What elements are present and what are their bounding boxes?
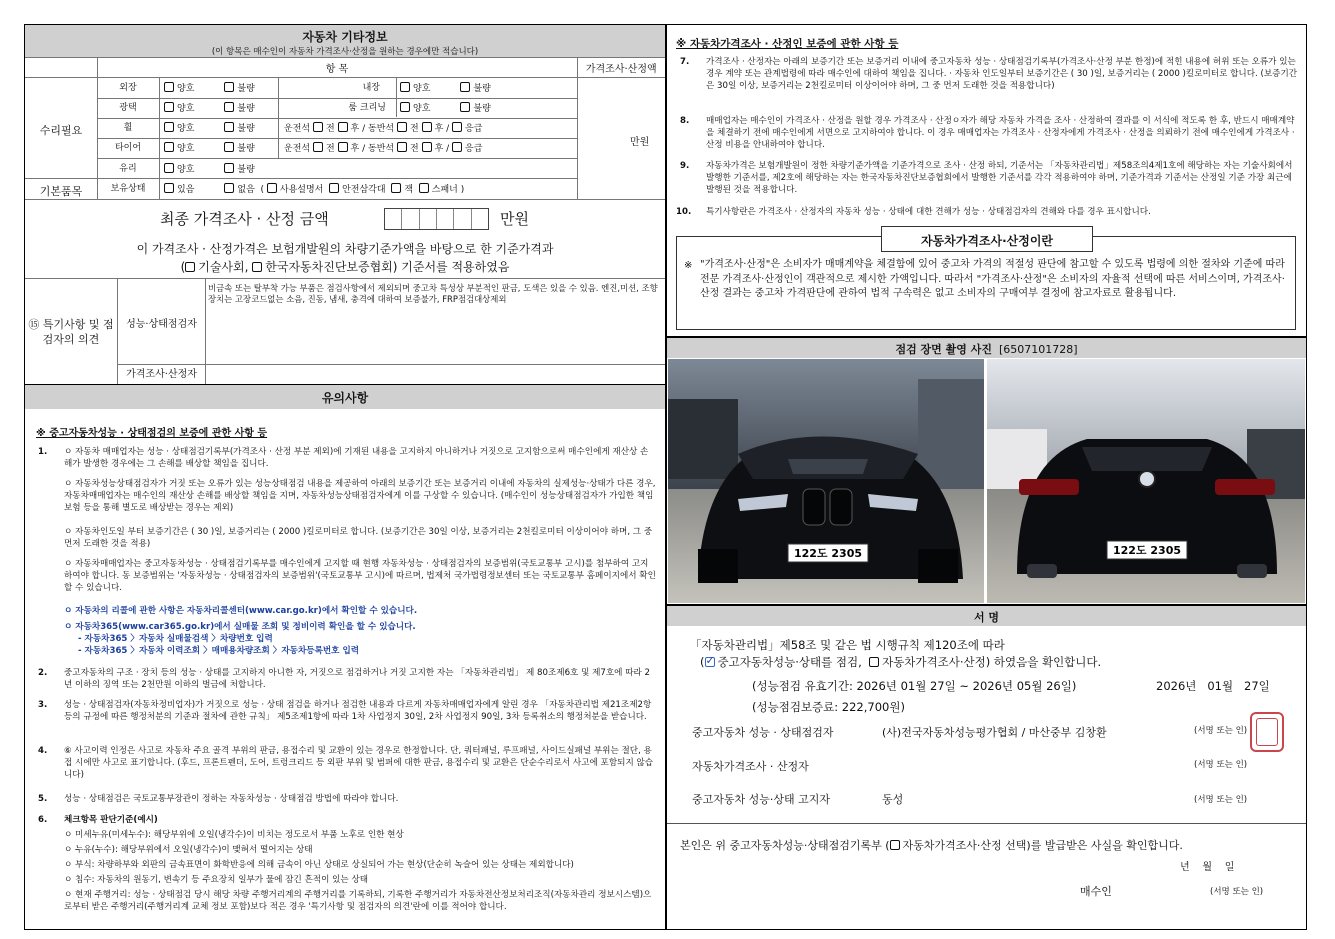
note-num: 10. xyxy=(676,207,692,217)
hline xyxy=(25,77,665,78)
note-num: 7. xyxy=(680,57,690,67)
checkbox[interactable] xyxy=(164,183,174,193)
hline xyxy=(97,138,577,139)
definition-mark: ※ xyxy=(684,260,693,271)
vline xyxy=(205,278,206,384)
definition-text: "가격조사·산정"은 소비자가 매매계약을 체결함에 있어 중고차 가격의 적절성 판단에 참고할 수 있도록 법령에 의한 절차와 기준에 따라 전문 가격조사·산정인이 객관적으로 제시한 가액입니다. 따라서 "가격조사·산정"은 소비자의 자율적 선택에 따른 서비스이며, 가격조사·산정 결과는 중고차 가격판단에 관하여 법적 구속력은 없고 소비자의 구매여부 결정에 참고자료로 활용됩니다. xyxy=(700,259,1285,299)
issue-date: 2026년 01월 27일 xyxy=(1156,679,1270,693)
checkbox[interactable] xyxy=(224,183,234,193)
checkbox[interactable] xyxy=(224,102,234,112)
vline xyxy=(396,77,397,117)
gloss-options: 양호 불량 xyxy=(164,102,255,115)
receipt-date: 년 월 일 xyxy=(1180,862,1235,873)
note-4: ⑥ 사고이력 인정은 사고로 자동차 주요 골격 부위의 판금, 용접수리 및 교환이 있는 경우로 한정합니다. 단, 쿼터패널, 루프패널, 사이드실패널 부위는 절단, 용접 시에만 사고로 표기합니다. (후드, 프론트펜더, 도어, 트렁크리드 등 외판 부위 및 범퍼에 대한 판금, 용접수리 및 교환은 단순수리로서 사고에 포함되지 않습니다) xyxy=(64,746,654,780)
front-car-photo xyxy=(668,359,984,603)
note-1e: ㅇ 자동차의 리콜에 관한 사항은 자동차리콜센터(www.car.go.kr)에서 확인할 수 있습니다. xyxy=(64,606,418,616)
special-label: ⑮ 특기사항 및 점검자의 의견 xyxy=(28,318,114,346)
inspector-name: (사)전국자동차성능평가협회 / 마산중부 김창환 xyxy=(882,726,1107,739)
hline xyxy=(25,178,577,179)
definition-title: 자동차가격조사·산정이란 xyxy=(881,226,1093,252)
checkbox[interactable] xyxy=(267,183,277,193)
checkbox[interactable] xyxy=(460,82,470,92)
note-1f-path1: - 자동차365 〉자동차 실매물검색 〉차량번호 입력 xyxy=(78,634,273,644)
pricer-sign[interactable]: (서명 또는 인) xyxy=(1194,760,1248,770)
notifier-role: 중고자동차 성능·상태 고지자 xyxy=(692,793,831,806)
inspection-checkbox[interactable] xyxy=(705,657,715,667)
room-cleaning-options: 양호 불량 xyxy=(400,102,491,115)
notifier-name: 동성 xyxy=(882,793,904,806)
pricer-label: 가격조사·산정자 xyxy=(126,369,197,380)
note-num: 9. xyxy=(680,161,690,171)
price-warranty-heading: ※ 자동차가격조사 · 산정인 보증에 관한 사항 등 xyxy=(676,38,899,50)
note-8: 매매업자는 매수인이 가격조사 · 산정을 원할 경우 가격조사 · 산정ㅇ자가 해당 자동차 가격을 조사 · 산정하여 결과를 이 서식에 적도록 한 후, 반드시 매매계약을 체결하기 전에 매수인에게 서면으로 고지하여야 합니다. 이 경우 매매업자는 가격조사 · 산정자에게 가격조사 · 산정을 의뢰하기 전에 매수인에게 가격조사 · 산정 비용을 안내하여야 합니다. xyxy=(706,116,1295,150)
note-5: 성능 · 상태점검은 국토교통부장관이 정하는 자동차성능 · 상태점검 방법에 따라야 합니다. xyxy=(64,794,399,804)
note-1f-path2: - 자동차365 〉자동차 이력조회 〉매매용차량조회 〉자동차등록번호 입력 xyxy=(78,646,360,656)
buyer-sign[interactable]: (서명 또는 인) xyxy=(1210,887,1264,897)
checkbox[interactable] xyxy=(391,183,401,193)
row-tire: 타이어 xyxy=(114,143,142,153)
final-price-unit: 만원 xyxy=(500,210,529,228)
note-1f: ㅇ 자동차365(www.car365.go.kr)에서 실매물 조회 및 정비이력 확인을 할 수 있습니다. xyxy=(64,622,416,632)
checkbox[interactable] xyxy=(452,122,462,132)
checkbox[interactable] xyxy=(224,122,234,132)
pricing-checkbox[interactable] xyxy=(869,657,879,667)
row-gloss: 광택 xyxy=(119,103,137,113)
checkbox[interactable] xyxy=(460,102,470,112)
note-1a: ㅇ 자동차 매매업자는 성능 · 상태점검기록부(가격조사 · 산정 부분 제외)에 기재된 내용을 고지하지 아니하거나 거짓으로 고지함으로써 매수인에게 재산상 손해가 발생한 경우에는 그 손해를 배상할 책임을 집니다. xyxy=(64,447,649,469)
note-2: 중고자동차의 구조 · 장치 등의 성능 · 상태를 고지하지 아니한 자, 거짓으로 점검하거나 거짓 고지한 자는 「자동차관리법」 제 80조제6호 및 제7호에 따라 2년 이하의 징역 또는 2천만원 이하의 벌금에 처합니다. xyxy=(64,668,651,690)
checkbox[interactable] xyxy=(422,142,432,152)
checkbox[interactable] xyxy=(338,122,348,132)
validity-period: (성능점검 유효기간: 2026년 01월 27일 ~ 2026년 05월 26일) xyxy=(752,679,1077,693)
rear-car-photo xyxy=(987,359,1305,603)
warranty-fee: (성능점검보증료: 222,700원) xyxy=(752,700,905,714)
vline xyxy=(577,57,578,199)
warranty-heading: ※ 중고자동차성능 · 상태점검의 보증에 관한 사항 등 xyxy=(36,428,268,439)
pricer-role: 자동차가격조사 · 산정자 xyxy=(692,760,809,773)
check-line: (✓ 중고자동차성능·상태를 점검, 자동차가격조사·산정) 하였음을 확인합니다. xyxy=(700,654,1101,670)
hline xyxy=(97,118,577,119)
checkbox[interactable] xyxy=(422,122,432,132)
note-num: 1. xyxy=(38,447,48,457)
other-info-title: 자동차 기타정보 xyxy=(302,30,388,44)
note-6e: ㅇ 현재 주행거리: 성능 · 상태점검 당시 해당 차량 주행거리계의 주행거리를 기록하되, 기록한 주행거리가 자동차전산정보처리조직(자동차관리 정보시스템)으로부터 받은 주행거리(주행거리계 교체 정보 포함)보다 적은 경우 '특기사항 및 점검자의 의견'란에 이를 적어야 합니다. xyxy=(64,890,652,912)
checkbox[interactable] xyxy=(164,82,174,92)
repair-table xyxy=(25,57,665,78)
row-exterior: 외장 xyxy=(119,83,137,93)
note-6-heading: 체크항목 판단기준(예시) xyxy=(64,815,158,825)
row-wheel: 휠 xyxy=(123,123,133,133)
hline xyxy=(97,98,577,99)
signature-title: 서 명 xyxy=(667,606,1306,626)
hline xyxy=(667,823,1306,824)
note-3: 성능 · 상태점검자(자동차정비업자)가 거짓으로 성능 · 상태 점검을 하거나 점검한 내용과 다르게 자동차매매업자에게 알린 경우 「자동차관리법 제21조제2항 등의 규정에 따른 행정처분의 기준과 절차에 관한 규칙」 제5조제1항에 따라 1차 사업정지 30일, 2차 사업정지 90일, 3차 등록취소의 행정처분을 받습니다. xyxy=(64,700,652,722)
basic-label: 기본품목 xyxy=(39,185,83,198)
note-num: 4. xyxy=(38,746,48,756)
blank-cell xyxy=(25,58,97,78)
checkbox[interactable] xyxy=(890,840,900,850)
special-text: 비금속 또는 탈부착 가능 부품은 점검사항에서 제외되며 중고차 특성상 부분적인 판금, 도색은 있을 수 있음. 엔진,미션, 조향장치는 고장코드없는 소음, 진동, 냄새, 충격에 대하여 보증불가, FRP점검대상제외 xyxy=(208,283,658,305)
hline xyxy=(117,364,665,365)
final-desc-1: 이 가격조사 · 산정가격은 보험개발원의 차량기준가액을 바탕으로 한 기준가격과 xyxy=(136,242,554,256)
notice-title: 유의사항 xyxy=(25,385,665,409)
front-plate: 122도 2305 xyxy=(793,547,863,560)
receipt-line: 본인은 위 중고자동차성능·상태점검기록부 ( 자동차가격조사·산정 선택)를 발급받은 사실을 확인합니다. xyxy=(680,839,1183,852)
note-6a: ㅇ 미세누유(미세누수): 해당부위에 오일(냉각수)이 비치는 정도로서 부품 노후로 인한 현상 xyxy=(64,830,404,840)
law-line: 「자동차관리법」제58조 및 같은 법 시행규칙 제120조에 따라 xyxy=(690,638,1005,652)
checkbox[interactable] xyxy=(164,102,174,112)
checkbox[interactable] xyxy=(224,163,234,173)
col-item-header: 항 목 xyxy=(97,58,577,78)
other-info-subtitle: (이 항목은 매수인이 자동차 가격조사·산정을 원하는 경우에만 적습니다) xyxy=(211,47,479,57)
checkbox[interactable] xyxy=(185,262,195,272)
wheel-options: 양호 불량 xyxy=(164,122,255,135)
row-glass: 유리 xyxy=(119,164,137,174)
note-num: 3. xyxy=(38,700,48,710)
inspector-role: 중고자동차 성능 · 상태점검자 xyxy=(692,726,834,739)
tire-options: 양호 불량 xyxy=(164,142,255,155)
checkbox[interactable] xyxy=(224,82,234,92)
note-num: 6. xyxy=(38,815,48,825)
price-unit: 만원 xyxy=(630,137,650,148)
checkbox[interactable] xyxy=(338,142,348,152)
tire-positions: 운전석 전 후 / 동반석 전 후 / 응급 xyxy=(284,144,483,154)
checkbox[interactable] xyxy=(397,142,407,152)
row-room-cleaning: 룸 크리닝 xyxy=(348,103,386,113)
note-num: 2. xyxy=(38,668,48,678)
hline xyxy=(25,199,665,200)
note-9: 자동차가격은 보험개발원이 정한 차량기준가액을 기준가격으로 조사 · 산정 하되, 기준서는 「자동차관리법」제58조의4제1호에 해당하는 자는 기술사회에서 발행한 기준서를, 제2호에 해당하는 자는 한국자동차진단보증협회에서 발행한 기준서를 각각 적용하여야 하며, 기준가격과 기준서는 산정일 기준 가장 최근에 발행된 것을 적용합니다. xyxy=(706,161,1293,195)
note-7: 가격조사 · 산정자는 아래의 보증기간 또는 보증거리 이내에 중고자동차 성능 · 상태점검기록부(가격조사·산정 부분 한정)에 적힌 내용에 허위 또는 오류가 있는 경우 계약 또는 관계법령에 따라 매수인에 대하여 책임을 집니다. · 자동차 인도일부터 보증기간은 ( 30 )일, 보증거리는 ( 2000 )킬로미터로 합니다. (보증기간은 30일 이상, 보증거리는 2천킬로미터 이상이어야 하며, 그 중 먼저 도래한 것을 적용합니다) xyxy=(706,57,1298,91)
checkbox[interactable] xyxy=(419,183,429,193)
checkbox[interactable] xyxy=(224,142,234,152)
repair-label: 수리필요 xyxy=(39,124,83,137)
col-price-header: 가격조사·산정액 xyxy=(577,58,665,78)
final-desc-2: ( 기술사회, 한국자동차진단보증협회) 기준서를 적용하였음 xyxy=(180,260,510,274)
vline xyxy=(278,77,279,158)
checkbox[interactable] xyxy=(313,142,323,152)
checkbox[interactable] xyxy=(397,122,407,132)
inspector-label: 성능·상태점검자 xyxy=(126,319,197,330)
exterior-options: 양호 불량 xyxy=(164,82,255,95)
note-6c: ㅇ 부식: 차량하부와 외판의 금속표면이 화학반응에 의해 금속이 아닌 상태로 상실되어 가는 현상(단순히 녹슬어 있는 상태는 제외합니다) xyxy=(64,860,574,870)
glass-options: 양호 불량 xyxy=(164,163,255,176)
checkbox[interactable] xyxy=(252,262,262,272)
official-seal xyxy=(1250,712,1284,752)
note-1d: ㅇ 자동차매매업자는 중고자동차성능 · 상태점검기록부를 매수인에게 고지할 때 현행 자동차성능 · 상태점검자의 보증범위(국토교통부 고시)를 첨부하여 고지하여야 합니다. 동 보증범위는 '자동차성능 · 상태점검자의 보증범위'(국토교통부 고시)에 따르며, 법제처 국가법령정보센터 또는 국토교통부 홈페이지에서 확인할 수 있습니다. xyxy=(64,559,656,593)
rear-plate: 122도 2305 xyxy=(1112,544,1182,557)
inspector-sign[interactable]: (서명 또는 인) xyxy=(1194,726,1248,736)
notifier-sign[interactable]: (서명 또는 인) xyxy=(1194,795,1248,805)
photo-header: 점검 장면 촬영 사진 [6507101728] xyxy=(667,338,1306,358)
note-1b: ㅇ 자동차성능상태점검자가 거짓 또는 오류가 있는 성능상태점검 내용을 제공하여 아래의 보증기간 또는 보증거리 이내에 자동차의 실제성능·상태가 다른 경우, 자동차매매업자는 매수인의 재산상 손해를 배상할 책임을 지며, 자동차성능상태점검자에게 이를 구상할 수 있습니다. (매수인이 성능상태점검자가 가입한 책임보험 등을 통해 별도로 배상받는 경우는 제외) xyxy=(64,479,656,513)
checkbox[interactable] xyxy=(400,102,410,112)
final-price-title: 최종 가격조사 · 산정 금액 xyxy=(160,210,329,228)
note-6d: ㅇ 침수: 자동차의 원동기, 변속기 등 주요장치 일부가 물에 잠긴 흔적이 있는 상태 xyxy=(64,875,369,885)
wheel-positions: 운전석 전 후 / 동반석 전 후 / 응급 xyxy=(284,124,483,134)
interior-options: 양호 불량 xyxy=(400,82,491,95)
checkbox[interactable] xyxy=(164,163,174,173)
other-info-header xyxy=(25,25,665,57)
hline xyxy=(25,278,665,279)
checkbox[interactable] xyxy=(164,142,174,152)
checkbox[interactable] xyxy=(164,122,174,132)
owned-options: 있음 없음 ( 사용설명서 안전삼각대 잭 스패너 ) xyxy=(164,183,464,196)
note-num: 5. xyxy=(38,794,48,804)
row-owned: 보유상태 xyxy=(110,184,146,194)
checkbox[interactable] xyxy=(400,82,410,92)
checkbox[interactable] xyxy=(313,122,323,132)
checkbox[interactable] xyxy=(452,142,462,152)
note-6b: ㅇ 누유(누수): 해당부위에서 오일(냉각수)이 맺혀서 떨어지는 상태 xyxy=(64,845,313,855)
final-price-box[interactable] xyxy=(384,208,489,230)
hline xyxy=(97,158,577,159)
row-interior: 내장 xyxy=(362,83,380,93)
note-10: 특기사항란은 가격조사 · 산정자의 자동차 성능 · 상태에 대한 견해가 성능 · 상태점검자의 견해와 다를 경우 표시합니다. xyxy=(706,207,1151,217)
buyer-label: 매수인 xyxy=(1080,885,1112,898)
note-num: 8. xyxy=(680,116,690,126)
note-1c: ㅇ 자동차인도일 부터 보증기간은 ( 30 )일, 보증거리는 ( 2000 )킬로미터로 합니다. (보증기간은 30일 이상, 보증거리는 2천킬로미터 이상이어야 하며, 그 중 먼저 도래한 것을 적용) xyxy=(64,527,653,549)
checkbox[interactable] xyxy=(329,183,339,193)
